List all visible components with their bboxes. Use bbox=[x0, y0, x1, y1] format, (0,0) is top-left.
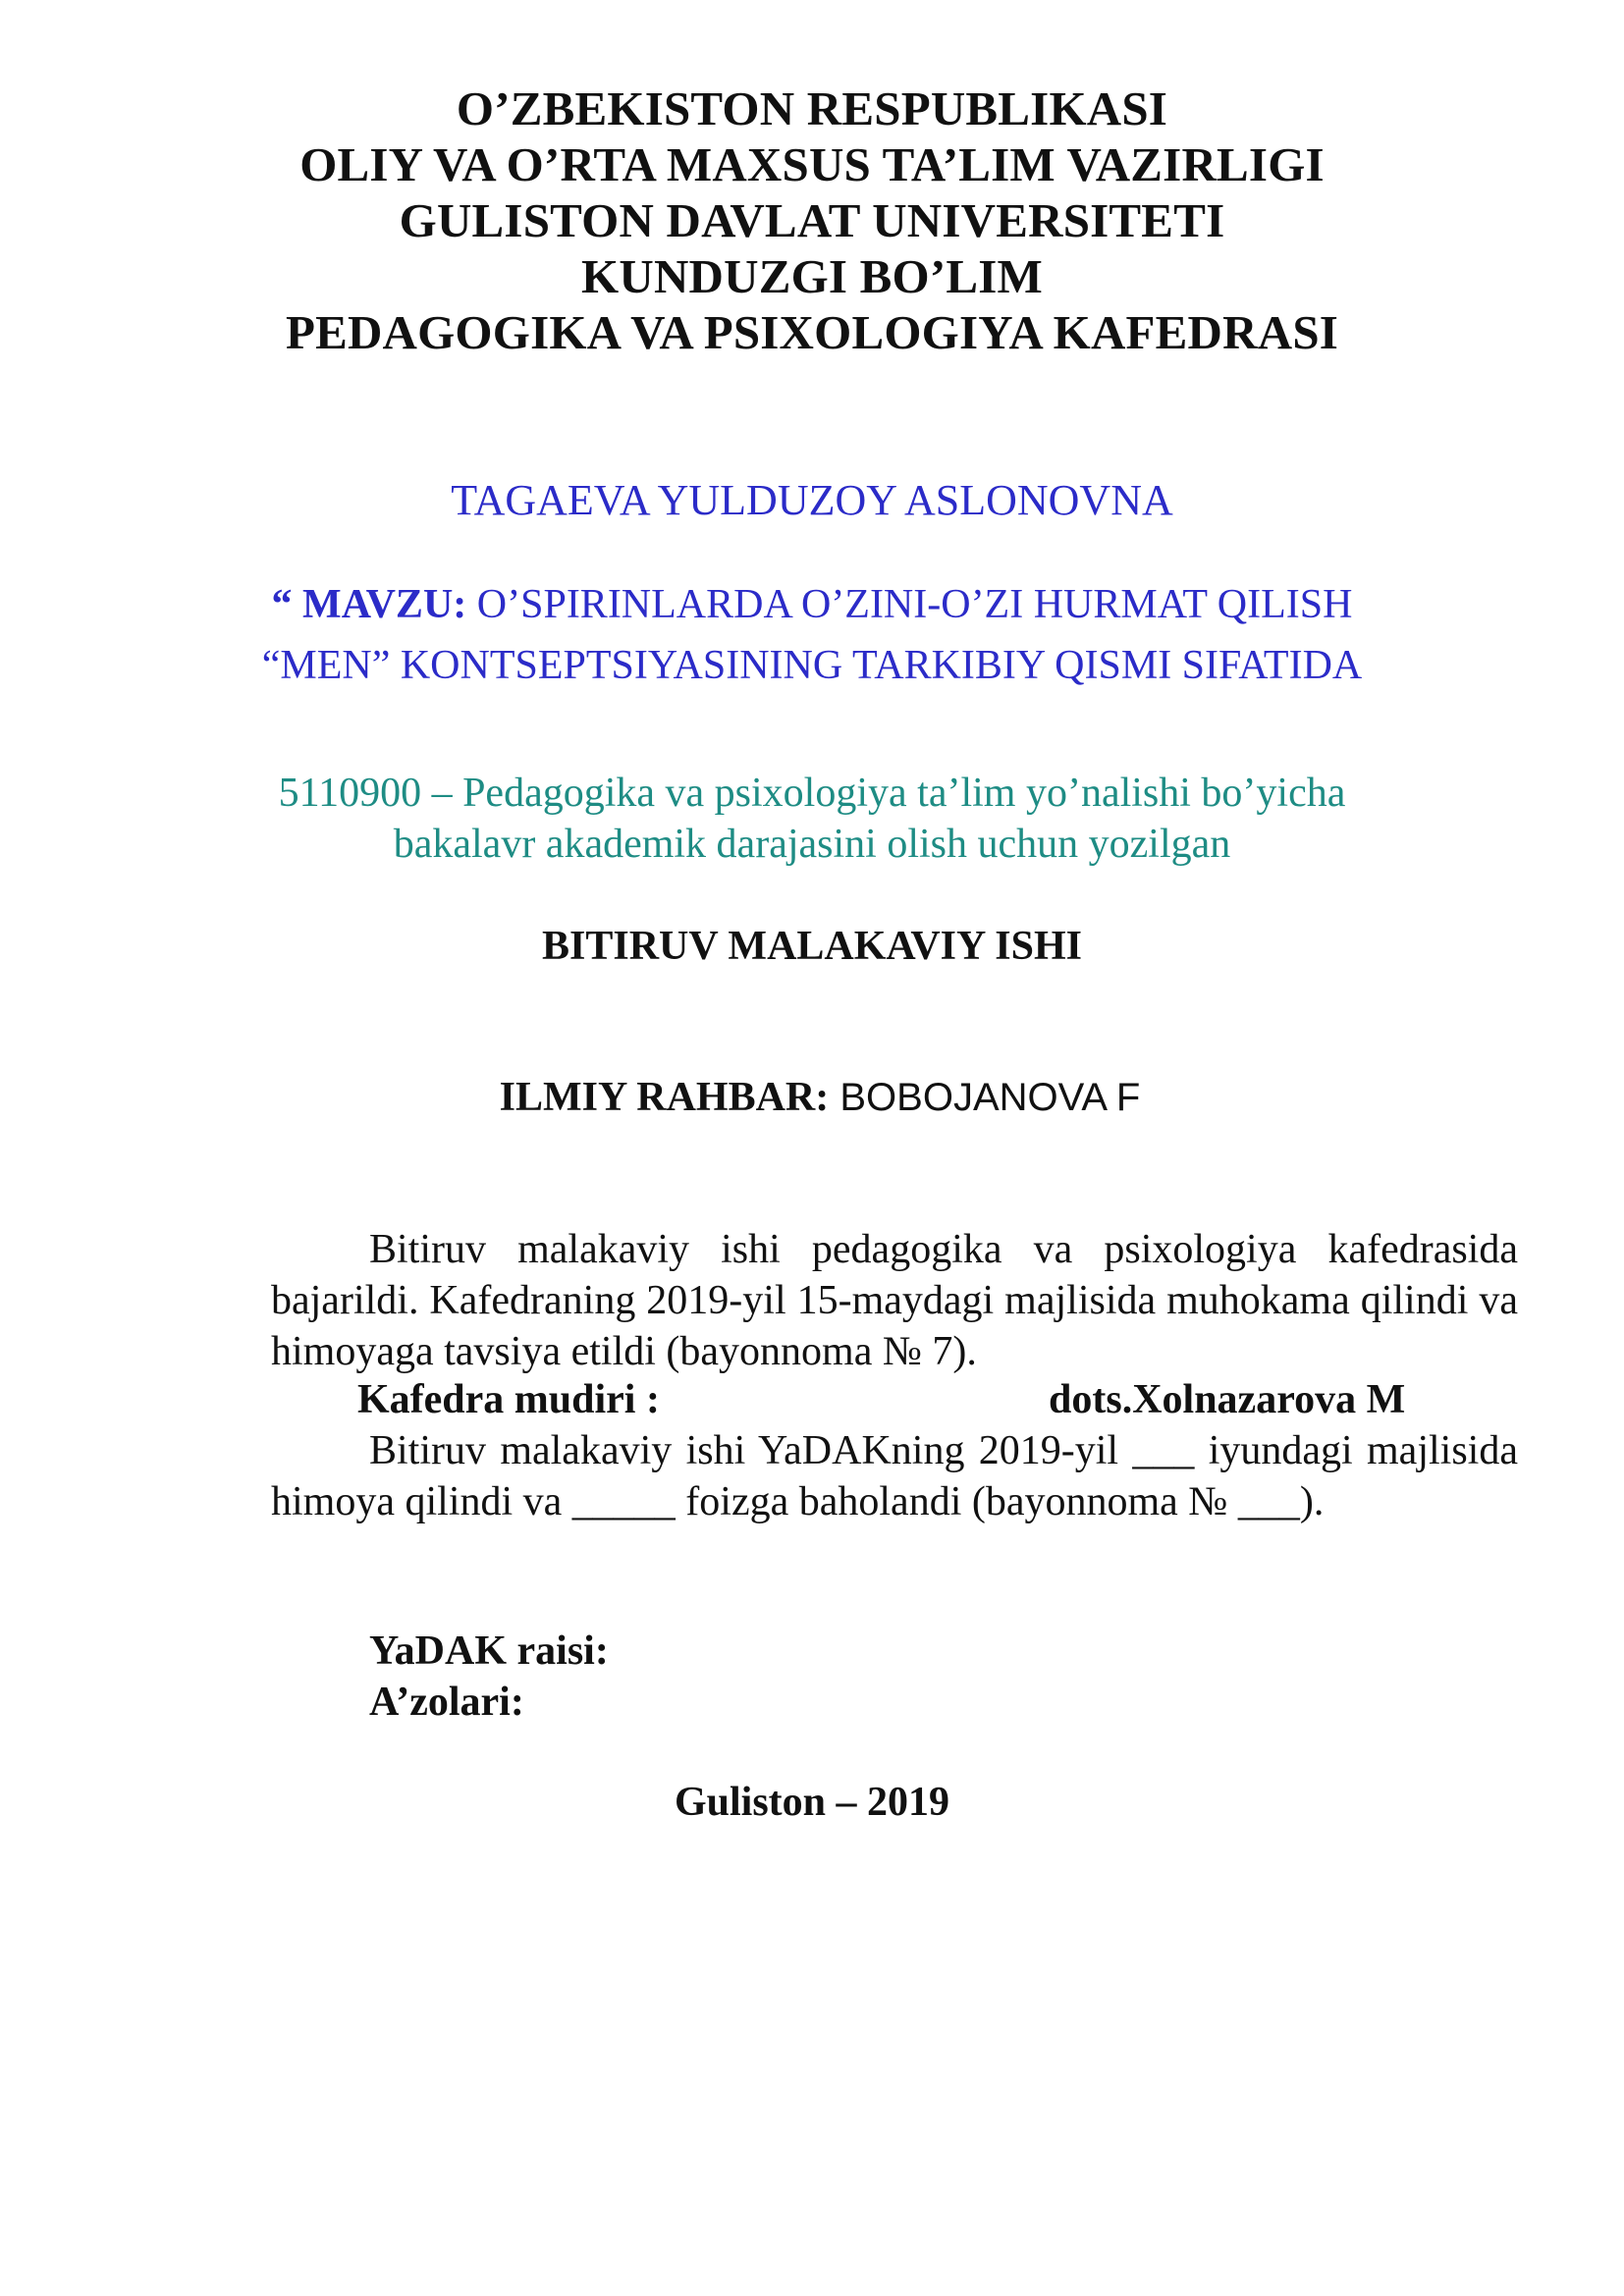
commission-chair-label: YaDAK raisi: bbox=[369, 1629, 609, 1674]
head-name: dots.Xolnazarova M bbox=[1049, 1377, 1406, 1422]
topic-text-1: O’SPIRINLARDA O’ZINI-O’ZI HURMAT QILISH bbox=[466, 582, 1353, 627]
topic-prefix: “ MAVZU: bbox=[271, 582, 467, 627]
supervisor-line bbox=[8, 1074, 1624, 1121]
specialty-line-1: 5110900 – Pedagogika va psixologiya ta’lim yo’nalishi bo’yicha bbox=[278, 771, 1346, 816]
approval-text-1: Bitiruv malakaviy ishi pedagogika va psixologiya kafedrasida bajarildi. Kafedraning 2019-yil 15-maydagi majlisida muhokama qilindi va himoyaga tavsiya etildi (bayonnoma № 7). bbox=[271, 1227, 1518, 1374]
topic-line-2: “MEN” KONTSEPTSIYASINING TARKIBIY QISMI SIFATIDA bbox=[261, 643, 1363, 688]
header-line-department-type: KUNDUZGI BO’LIM bbox=[581, 249, 1043, 303]
header-line-country: O’ZBEKISTON RESPUBLIKASI bbox=[456, 81, 1168, 135]
topic-line-1 bbox=[0, 581, 1624, 628]
header-line-ministry: OLIY VA O’RTA MAXSUS TA’LIM VAZIRLIGI bbox=[299, 137, 1325, 191]
header-line-chair: PEDAGOGIKA VA PSIXOLOGIYA KAFEDRASI bbox=[285, 305, 1339, 359]
work-type: BITIRUV MALAKAVIY ISHI bbox=[541, 924, 1083, 969]
supervisor-name: BOBOJANOVA F bbox=[829, 1076, 1141, 1119]
head-label: Kafedra mudiri : bbox=[357, 1377, 660, 1422]
commission-members-label: A’zolari: bbox=[369, 1680, 524, 1725]
approval-paragraph-1 bbox=[271, 1224, 1518, 1377]
approval-paragraph-2 bbox=[271, 1425, 1518, 1527]
approval-text-2: Bitiruv malakaviy ishi YaDAKning 2019-yil ___ iyundagi majlisida himoya qilindi va _____ foizga baholandi (bayonnoma № ___). bbox=[271, 1428, 1518, 1524]
specialty-line-2: bakalavr akademik darajasini olish uchun yozilgan bbox=[393, 822, 1231, 867]
header-line-university: GULISTON DAVLAT UNIVERSITETI bbox=[399, 193, 1225, 247]
place-year: Guliston – 2019 bbox=[674, 1780, 950, 1825]
author-name: TAGAEVA YULDUZOY ASLONOVNA bbox=[451, 476, 1173, 524]
supervisor-label: ILMIY RAHBAR: bbox=[499, 1075, 830, 1120]
